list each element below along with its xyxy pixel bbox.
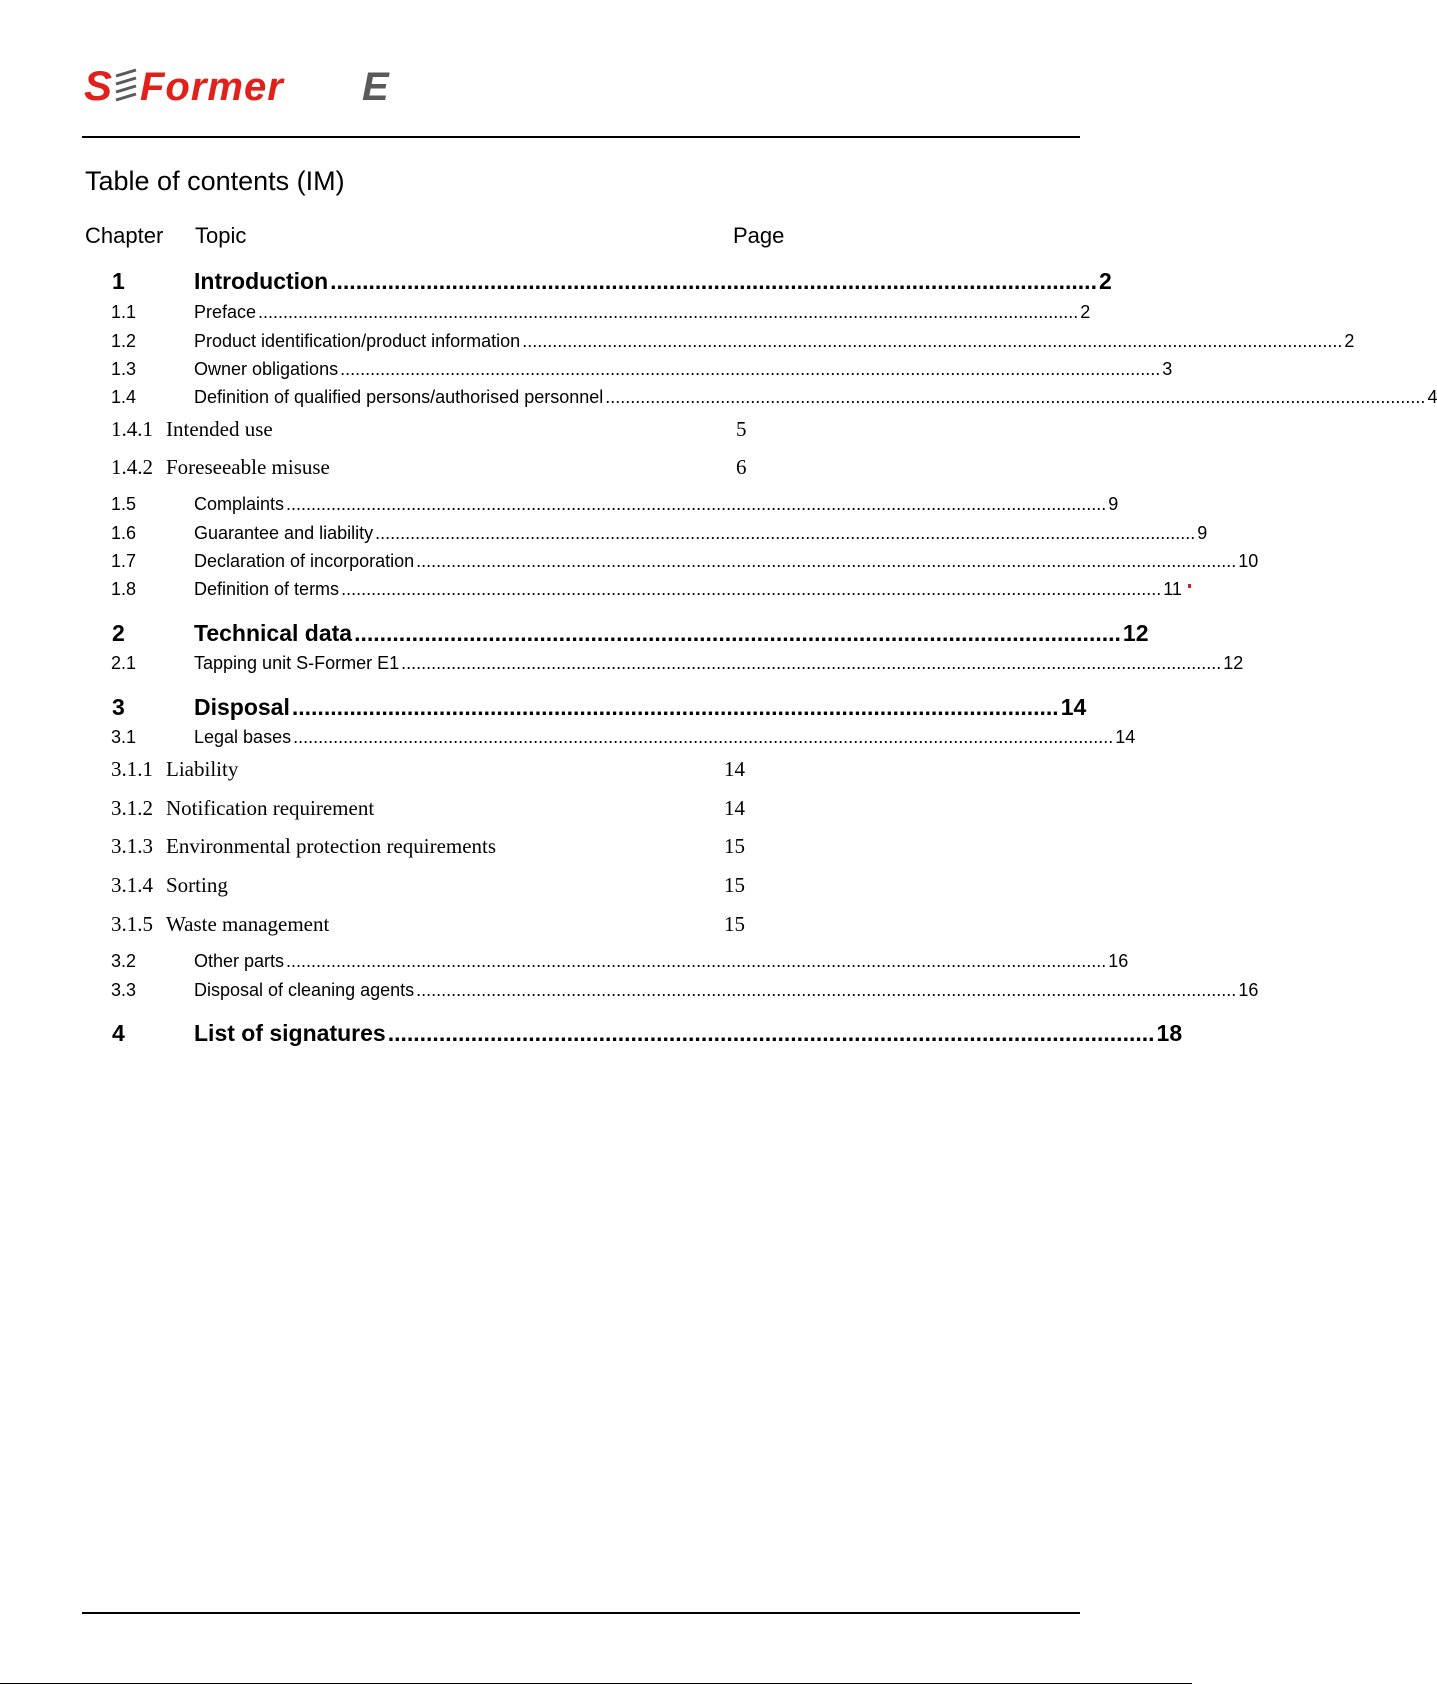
- toc-entry-number: 1.4.2: [111, 455, 153, 479]
- toc-entry-title: Owner obligations: [194, 359, 339, 379]
- s-former-e-logo: [84, 62, 394, 110]
- toc-entry-number: 1.4.1: [111, 417, 153, 441]
- toc-entry-number: 3.2: [111, 951, 137, 971]
- toc-entry-number: 3: [112, 694, 125, 720]
- toc-entry-number: 1.5: [111, 494, 137, 514]
- toc-entry-title: Definition of terms: [194, 579, 340, 599]
- toc-entry-page: 14: [724, 796, 745, 820]
- toc-entry-number: 1.8: [111, 579, 137, 599]
- footer-rule: [82, 1612, 1080, 1614]
- svg-text:Former: Former: [140, 65, 284, 109]
- toc-entry-page: 12: [1122, 620, 1149, 646]
- toc-entry-page: 14: [1060, 694, 1087, 720]
- column-topic: Topic: [195, 223, 247, 248]
- toc-entry-page: 12: [1223, 653, 1244, 673]
- toc-entry-title: Legal bases: [194, 727, 292, 747]
- toc-entry-title: Disposal: [194, 694, 290, 720]
- toc-entry-number: 1.1: [111, 302, 137, 322]
- toc-entry-page: 2: [1098, 268, 1112, 294]
- dot-leader: ....................................................................................................................................................................: [286, 951, 1107, 971]
- toc-entry-title: Sorting: [166, 873, 228, 897]
- toc-entry-page: 9: [1108, 494, 1119, 514]
- dot-leader: ....................................................................................................................................................................: [293, 727, 1114, 747]
- toc-entry-page: 3: [1162, 359, 1173, 379]
- toc-entry-page: 15: [724, 873, 745, 897]
- column-page: Page: [733, 223, 785, 248]
- toc-entry-page: 4: [1427, 387, 1437, 407]
- toc-entry-title: Environmental protection requirements: [166, 834, 497, 858]
- toc-entry-title: Definition of qualified persons/authorised personnel: [194, 387, 604, 407]
- toc-entry-page: 6: [736, 455, 747, 479]
- dot-leader: ....................................................................................................................................................................: [258, 302, 1079, 322]
- toc-entry-number: 1.3: [111, 359, 137, 379]
- dot-leader: ....................................................................................................................................................................: [341, 579, 1162, 599]
- toc-entry-number: 1.4: [111, 387, 137, 407]
- toc-entry-title: Product identification/product information: [194, 331, 521, 351]
- toc-entry-page: 14: [724, 757, 745, 781]
- dot-leader: ........................................................................................................................: [291, 694, 1059, 720]
- toc-entry-title: Preface: [194, 302, 257, 322]
- toc-entry-page: 15: [724, 912, 745, 936]
- dot-leader: ........................................................................................................................: [354, 620, 1121, 646]
- toc-entry-number: 3.1.1: [111, 757, 153, 781]
- toc-entry-number: 3.1.5: [111, 912, 153, 936]
- toc-entry-number: 3.1.2: [111, 796, 153, 820]
- toc-title: Table of contents (IM): [85, 166, 345, 196]
- toc-entry-page: 14: [1115, 727, 1136, 747]
- toc-entry-number: 2.1: [111, 653, 137, 673]
- toc-entry-page: 15: [724, 834, 745, 858]
- toc-entry-title: Technical data: [194, 620, 353, 646]
- toc-entry-page: 2: [1344, 331, 1355, 351]
- column-chapter: Chapter: [85, 223, 164, 248]
- toc-entry-title: Waste management: [166, 912, 330, 936]
- toc-entry-number: 1.2: [111, 331, 137, 351]
- red-mark: [1188, 584, 1191, 588]
- toc-entry-title: Guarantee and liability: [194, 523, 374, 543]
- toc-entry-title: Disposal of cleaning agents: [194, 980, 415, 1000]
- svg-text:S: S: [84, 62, 113, 109]
- dot-leader: ....................................................................................................................................................................: [375, 523, 1196, 543]
- toc-entry-title: Foreseeable misuse: [166, 455, 330, 479]
- svg-text:E: E: [362, 65, 389, 109]
- toc-entry-page: 10: [1238, 551, 1259, 571]
- toc-entry-title: Liability: [166, 757, 239, 781]
- dot-leader: ....................................................................................................................................................................: [416, 551, 1237, 571]
- toc-entry-page: 9: [1197, 523, 1208, 543]
- dot-leader: ....................................................................................................................................................................: [340, 359, 1161, 379]
- toc-entry-number: 3.1.4: [111, 873, 153, 897]
- toc-entry-title: Declaration of incorporation: [194, 551, 415, 571]
- dot-leader: ....................................................................................................................................................................: [605, 387, 1426, 407]
- dot-leader: ....................................................................................................................................................................: [416, 980, 1237, 1000]
- toc-entry-number: 1.6: [111, 523, 137, 543]
- toc-entry-page: 2: [1080, 302, 1091, 322]
- toc-entry-title: Notification requirement: [166, 796, 375, 820]
- toc-entry-number: 3.1.3: [111, 834, 153, 858]
- toc-entry-page: 11: [1163, 579, 1182, 599]
- toc-entry-number: 4: [112, 1020, 125, 1046]
- dot-leader: ........................................................................................................................: [387, 1020, 1155, 1046]
- toc-entry-title: Introduction: [194, 268, 329, 294]
- toc-entry-page: 5: [736, 417, 747, 441]
- header-rule: [82, 136, 1080, 138]
- toc-entry-page: 16: [1238, 980, 1259, 1000]
- dot-leader: ....................................................................................................................................................................: [522, 331, 1343, 351]
- toc-entry-number: 1.7: [111, 551, 137, 571]
- dot-leader: ........................................................................................................................: [330, 268, 1097, 294]
- toc-entry-title: Intended use: [166, 417, 273, 441]
- toc-entry-title: Tapping unit S-Former E1: [194, 653, 400, 673]
- toc-entry-title: List of signatures: [194, 1020, 386, 1046]
- toc-entry-page: 16: [1108, 951, 1129, 971]
- dot-leader: ....................................................................................................................................................................: [286, 494, 1107, 514]
- toc-entry-page: 18: [1156, 1020, 1183, 1046]
- toc-entry-title: Other parts: [194, 951, 285, 971]
- toc-entry-number: 2: [112, 620, 125, 646]
- toc-entry-title: Complaints: [194, 494, 285, 514]
- toc-entry-number: 3.3: [111, 980, 137, 1000]
- page-edge-rule: [0, 1683, 1192, 1684]
- toc-entry-number: 1: [112, 268, 125, 294]
- dot-leader: ....................................................................................................................................................................: [401, 653, 1222, 673]
- toc-entry-number: 3.1: [111, 727, 137, 747]
